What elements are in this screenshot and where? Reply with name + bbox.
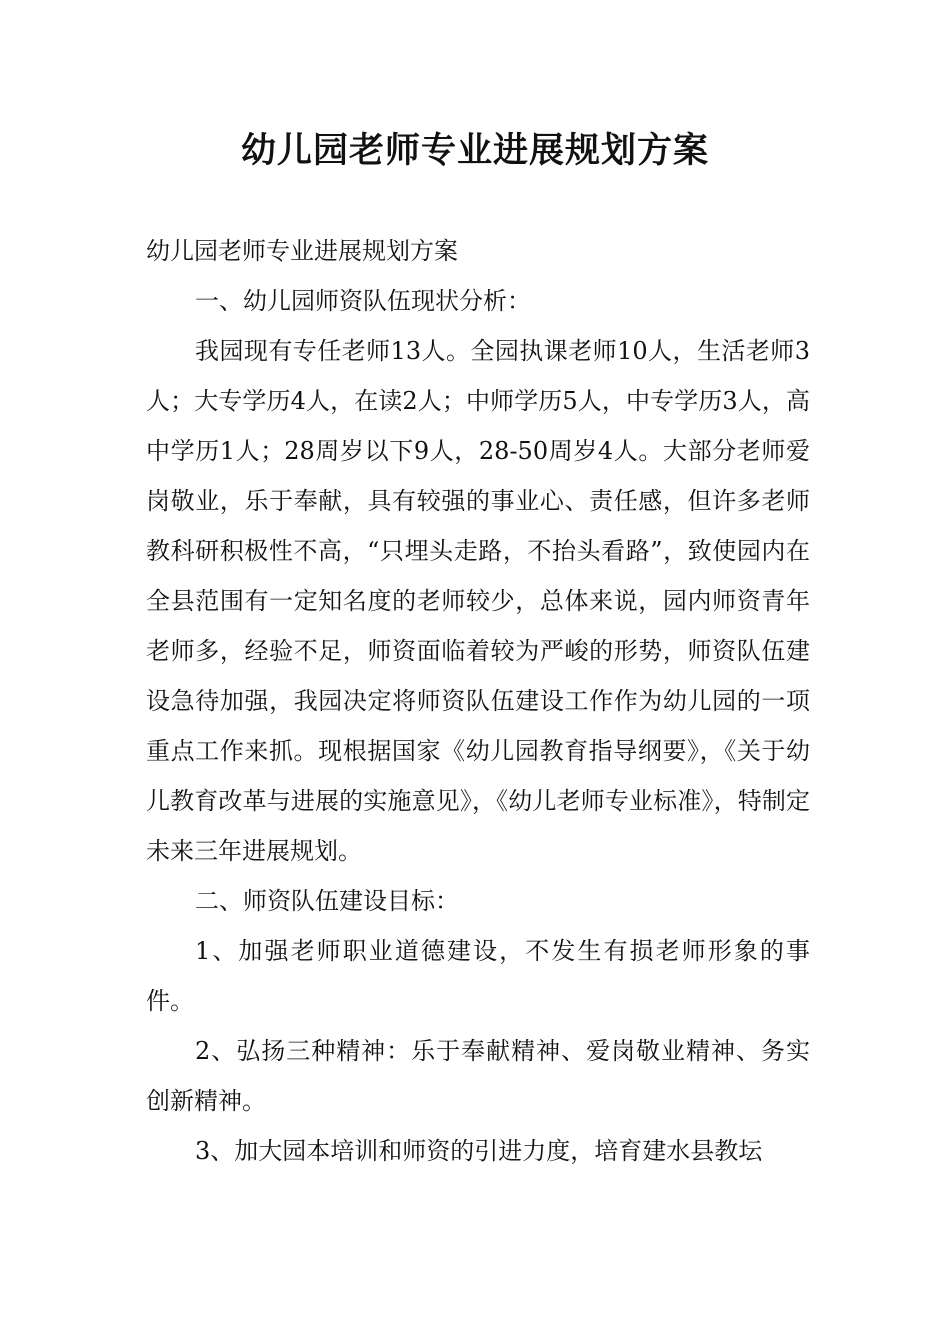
subtitle-paragraph: 幼儿园老师专业进展规划方案 [146,237,458,265]
document-body [146,226,810,1176]
section-heading-1: 一、幼儿园师资队伍现状分析： [195,287,531,315]
list-item: 3、加大园本培训和师资的引进力度，培育建水县教坛 [195,1137,763,1165]
section-heading-2: 二、师资队伍建设目标： [195,887,459,915]
body-paragraph: 我园现有专任老师13人。全园执课老师10人，生活老师3人；大专学历4人，在读2人；中师学历5人，中专学历3人，高中学历1人；28周岁以下9人，28-50周岁4人。大部分老师爱岗敬业，乐于奉献，具有较强的事业心、责任感，但许多老师教科研积极性不高，“只埋头走路，不抬头看路”，致使园内在全县范围有一定知名度的老师较少，总体来说，园内师资青年老师多，经验不足，师资面临着较为严峻的形势，师资队伍建设急待加强，我园决定将师资队伍建设工作作为幼儿园的一项重点工作来抓。现根据国家《幼儿园教育指导纲要》，《关于幼儿教育改革与进展的实施意见》，《幼儿老师专业标准》，特制定未来三年进展规划。 [146,337,810,865]
list-item: 2、弘扬三种精神：乐于奉献精神、爱岗敬业精神、务实创新精神。 [146,1037,810,1115]
list-item: 1、加强老师职业道德建设，不发生有损老师形象的事件。 [146,937,810,1015]
document-title: 幼儿园老师专业进展规划方案 [240,130,709,171]
